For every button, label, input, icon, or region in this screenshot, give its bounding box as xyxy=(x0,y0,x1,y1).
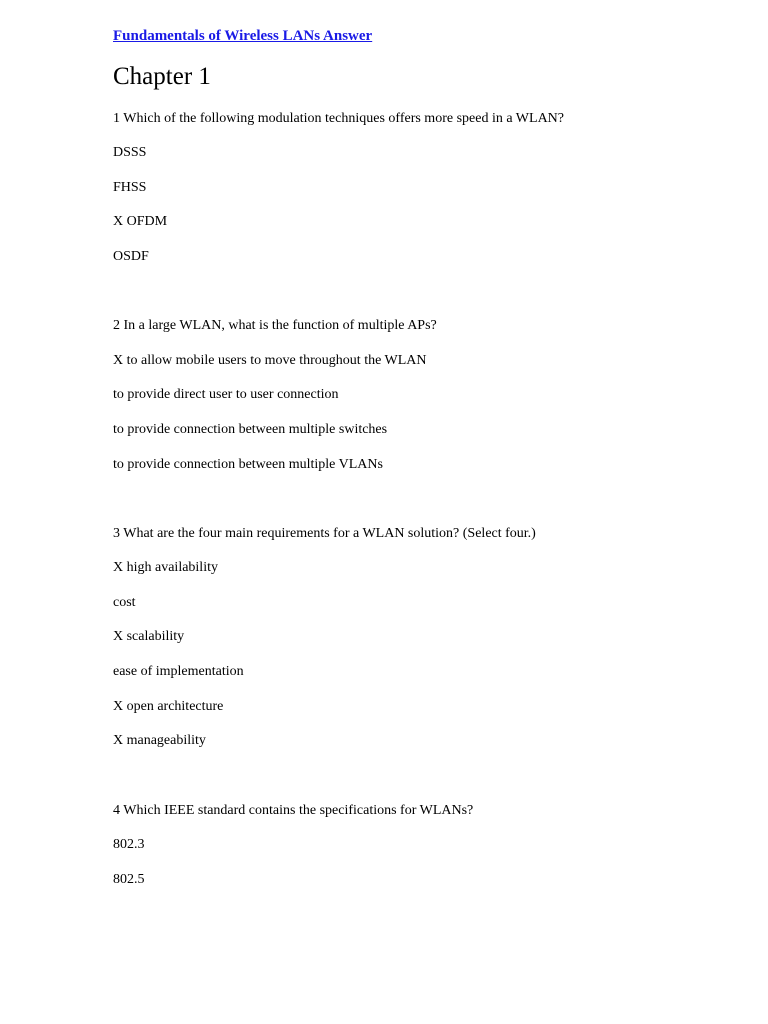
question-1-option-2: FHSS xyxy=(113,180,147,195)
question-3-option-5: X open architecture xyxy=(113,699,224,714)
question-4-text: 4 Which IEEE standard contains the specifications for WLANs? xyxy=(113,803,474,818)
question-3-option-4: ease of implementation xyxy=(113,664,244,679)
question-2-option-4: to provide connection between multiple VLANs xyxy=(113,457,383,472)
question-4-option-2: 802.5 xyxy=(113,872,145,887)
question-1-option-1: DSSS xyxy=(113,145,147,160)
question-2-text: 2 In a large WLAN, what is the function of multiple APs? xyxy=(113,318,437,333)
question-3-option-6: X manageability xyxy=(113,733,206,748)
question-2-option-2: to provide direct user to user connection xyxy=(113,387,339,402)
question-3-text: 3 What are the four main requirements for a WLAN solution? (Select four.) xyxy=(113,526,536,541)
document-title-link[interactable]: Fundamentals of Wireless LANs Answer xyxy=(113,28,373,44)
question-3-option-3: X scalability xyxy=(113,629,185,644)
question-4-option-1: 802.3 xyxy=(113,837,145,852)
question-1-option-4: OSDF xyxy=(113,249,149,264)
chapter-heading: Chapter 1 xyxy=(113,63,211,90)
question-2-option-1: X to allow mobile users to move throughout the WLAN xyxy=(113,353,427,368)
question-3-option-1: X high availability xyxy=(113,560,218,575)
question-2-option-3: to provide connection between multiple switches xyxy=(113,422,388,437)
question-1-option-3: X OFDM xyxy=(113,214,168,229)
question-3-option-2: cost xyxy=(113,595,136,610)
question-1-text: 1 Which of the following modulation techniques offers more speed in a WLAN? xyxy=(113,111,565,126)
